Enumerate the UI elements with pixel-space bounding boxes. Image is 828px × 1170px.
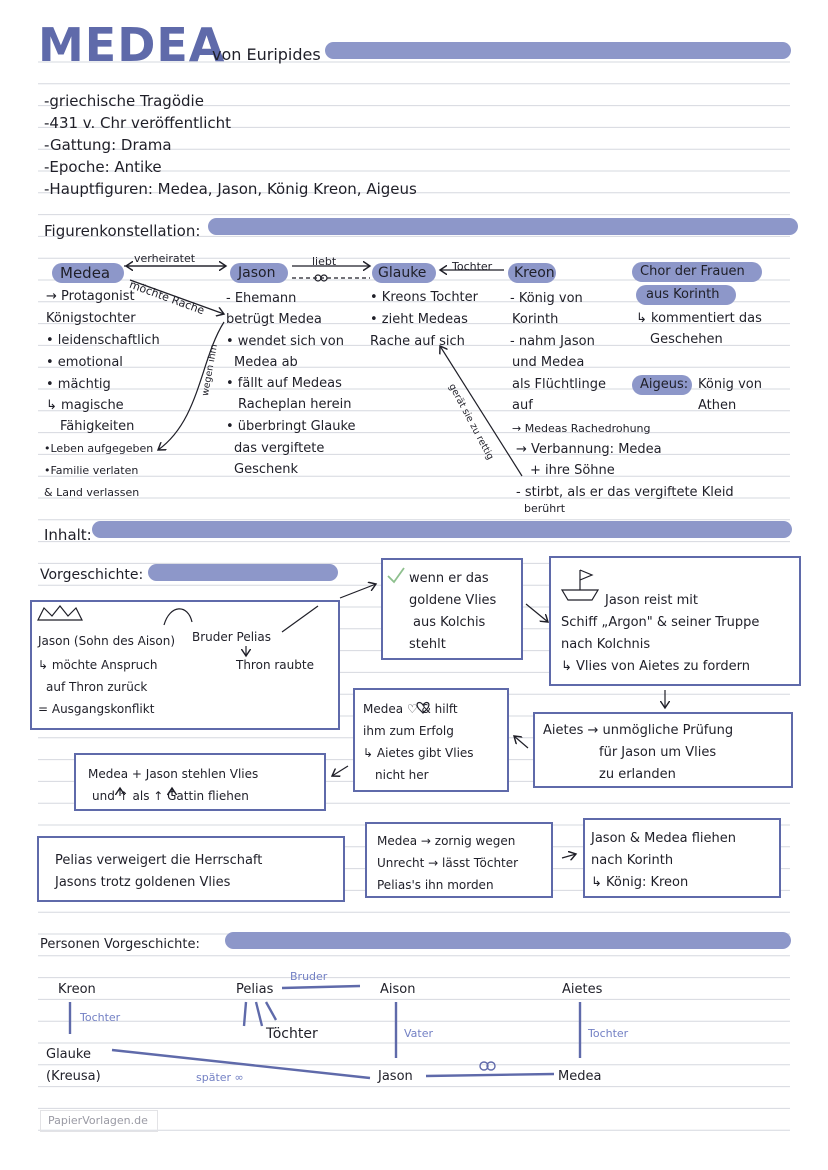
box1-text: = Ausgangskonflikt — [38, 702, 155, 716]
vorgeschichte-box-9 — [583, 818, 781, 898]
tree-glauke: Glauke — [46, 1047, 91, 1062]
medea-trait: → Protagonist — [46, 289, 135, 304]
fact-main-characters: -Hauptfiguren: Medea, Jason, König Kreon, Aigeus — [44, 180, 417, 198]
kreon-trait: und Medea — [512, 355, 585, 370]
box1-text: ↳ möchte Anspruch — [38, 658, 158, 672]
box2-text: wenn er das — [409, 571, 489, 586]
box6-text: Medea + Jason stehlen Vlies — [88, 767, 259, 781]
figures-bar — [208, 218, 798, 235]
jason-trait: Geschenk — [234, 462, 298, 477]
box4-text: zu erlanden — [599, 767, 676, 782]
jason-name: Jason — [238, 265, 276, 281]
kreon-trait: → Medeas Rachedrohung — [512, 422, 651, 435]
medea-trait: & Land verlassen — [44, 486, 140, 499]
relation-moechte-rache: möchte Rache — [127, 278, 207, 318]
inhalt-bar — [92, 521, 792, 538]
medea-trait: • leidenschaftlich — [46, 333, 160, 348]
box5-text: Medea ♡ & hilft — [363, 702, 458, 716]
jason-trait: • überbringt Glauke — [226, 419, 356, 434]
box2-text: goldene Vlies — [409, 593, 497, 608]
box5-text: ihm zum Erfolg — [363, 724, 454, 738]
jason-trait: • wendet sich von — [226, 334, 344, 349]
box8-text: Pelias's ihn morden — [377, 878, 494, 892]
tree-toechter: Töchter — [266, 1026, 318, 1042]
kreon-trait: als Flüchtlinge — [512, 377, 607, 392]
relation-verheiratet: verheiratet — [134, 252, 196, 265]
fact-epoche: -Epoche: Antike — [44, 158, 162, 176]
section-heading-figures: Figurenkonstellation: — [44, 222, 201, 240]
tree-kreon: Kreon — [58, 982, 96, 997]
box7-text: Pelias verweigert die Herrschaft — [55, 853, 263, 868]
box5-text: ↳ Aietes gibt Vlies — [363, 746, 474, 760]
kreon-trait: + ihre Söhne — [530, 463, 615, 478]
vorgeschichte-box-6 — [74, 753, 326, 811]
tree-aison: Aison — [380, 982, 416, 997]
jason-trait: - Ehemann — [226, 291, 297, 306]
box1-text: Jason (Sohn des Aison) — [38, 634, 176, 648]
box3-text: nach Kolchnis — [561, 637, 651, 652]
tree-bruder: Bruder — [290, 970, 328, 983]
box7-text: Jasons trotz goldenen Vlies — [55, 875, 231, 890]
relation-wegen-ihm: wegen ihm — [200, 343, 220, 397]
box3-text: ↳ Vlies von Aietes zu fordern — [561, 659, 751, 674]
medea-trait: ↳ magische — [46, 398, 124, 413]
section-heading-inhalt: Inhalt: — [44, 526, 92, 544]
glauke-name: Glauke — [378, 265, 427, 281]
page-title: MEDEA — [38, 18, 226, 72]
fact-year: -431 v. Chr veröffentlicht — [44, 114, 232, 132]
fact-gattung: -Gattung: Drama — [44, 136, 172, 154]
box3-text: Jason reist mit — [605, 593, 698, 608]
box4-text: Aietes → unmögliche Prüfung — [543, 723, 734, 738]
box2-text: aus Kolchis — [413, 615, 486, 630]
glauke-trait: Rache auf sich — [370, 334, 465, 349]
tree-medea: Medea — [558, 1069, 602, 1084]
vorgeschichte-box-5 — [353, 688, 509, 792]
vorgeschichte-box-8 — [365, 822, 553, 898]
footer-brand: PapierVorlagen.de — [48, 1114, 148, 1127]
box3-text: Schiff „Argon" & seiner Truppe — [561, 615, 760, 630]
box8-text: Medea → zornig wegen — [377, 834, 516, 848]
medea-trait: • mächtig — [46, 377, 111, 392]
medea-trait: Fähigkeiten — [60, 419, 135, 434]
box1-text: auf Thron zurück — [46, 680, 148, 694]
jason-trait: • fällt auf Medeas — [226, 376, 342, 391]
medea-trait: •Leben aufgegeben — [44, 442, 154, 455]
jason-trait: Racheplan herein — [238, 397, 352, 412]
kreon-trait: berührt — [524, 502, 566, 515]
chor-name-2: aus Korinth — [646, 287, 720, 302]
vorgeschichte-bar — [148, 564, 338, 581]
chor-text-2: Geschehen — [650, 332, 723, 347]
aigeus-text-1: König von — [698, 377, 762, 392]
title-bar — [325, 42, 791, 59]
box8-text: Unrecht → lässt Töchter — [377, 856, 519, 870]
relation-tochter: Tochter — [452, 260, 493, 273]
kreon-trait: - König von — [510, 291, 583, 306]
tree-vater: Vater — [404, 1027, 434, 1040]
personen-bar — [225, 932, 791, 949]
chor-name-1: Chor der Frauen — [640, 264, 745, 279]
jason-trait: das vergiftete — [234, 441, 325, 456]
medea-name: Medea — [60, 264, 111, 282]
page-subtitle: von Euripides — [212, 45, 321, 64]
box9-text: ↳ König: Kreon — [591, 875, 689, 890]
fact-genre: -griechische Tragödie — [44, 92, 204, 110]
kreon-trait: - nahm Jason — [510, 334, 595, 349]
glauke-trait: • zieht Medeas — [370, 312, 468, 327]
box1-text: Bruder Pelias — [192, 630, 271, 644]
medea-trait: Königstochter — [46, 311, 136, 326]
tree-jason: Jason — [378, 1069, 413, 1084]
kreon-name: Kreon — [514, 265, 555, 281]
section-heading-vorgeschichte: Vorgeschichte: — [40, 567, 144, 583]
box5-text: nicht her — [375, 768, 429, 782]
tree-spaeter: später ∞ — [196, 1071, 244, 1084]
aigeus-text-2: Athen — [698, 398, 737, 413]
medea-trait: • emotional — [46, 355, 123, 370]
medea-trait: •Familie verlaten — [44, 464, 139, 477]
relation-liebt: liebt — [312, 255, 337, 268]
kreon-trait: auf — [512, 398, 533, 413]
tree-tochter-1: Tochter — [80, 1011, 121, 1024]
tree-tochter-2: Tochter — [588, 1027, 629, 1040]
vorgeschichte-box-2 — [381, 558, 523, 660]
tree-kreusa: (Kreusa) — [46, 1069, 101, 1084]
kreon-trait: - stirbt, als er das vergiftete Kleid — [516, 485, 734, 500]
vorgeschichte-box-4 — [533, 712, 793, 788]
box1-text: Thron raubte — [236, 658, 314, 672]
box6-text: und ↑ als ↑ Gattin fliehen — [92, 789, 249, 803]
kreon-trait: → Verbannung: Medea — [516, 442, 662, 457]
vorgeschichte-box-3 — [549, 556, 801, 686]
relation-geraet-zu-rache: gerät sie zu rettig — [446, 382, 496, 462]
box9-text: nach Korinth — [591, 853, 674, 868]
aigeus-name: Aigeus: — [640, 377, 689, 392]
jason-trait: betrügt Medea — [226, 312, 322, 327]
chor-text-1: ↳ kommentiert das — [636, 311, 762, 326]
jason-trait: Medea ab — [234, 355, 298, 370]
box2-text: stehlt — [409, 637, 446, 652]
box9-text: Jason & Medea fliehen — [591, 831, 737, 846]
glauke-trait: • Kreons Tochter — [370, 290, 478, 305]
kreon-trait: Korinth — [512, 312, 559, 327]
vorgeschichte-box-7 — [37, 836, 345, 902]
section-heading-personen: Personen Vorgeschichte: — [40, 937, 200, 952]
tree-aietes: Aietes — [562, 982, 603, 997]
vorgeschichte-box-1 — [30, 600, 340, 730]
tree-pelias: Pelias — [236, 982, 274, 997]
box4-text: für Jason um Vlies — [599, 745, 717, 760]
